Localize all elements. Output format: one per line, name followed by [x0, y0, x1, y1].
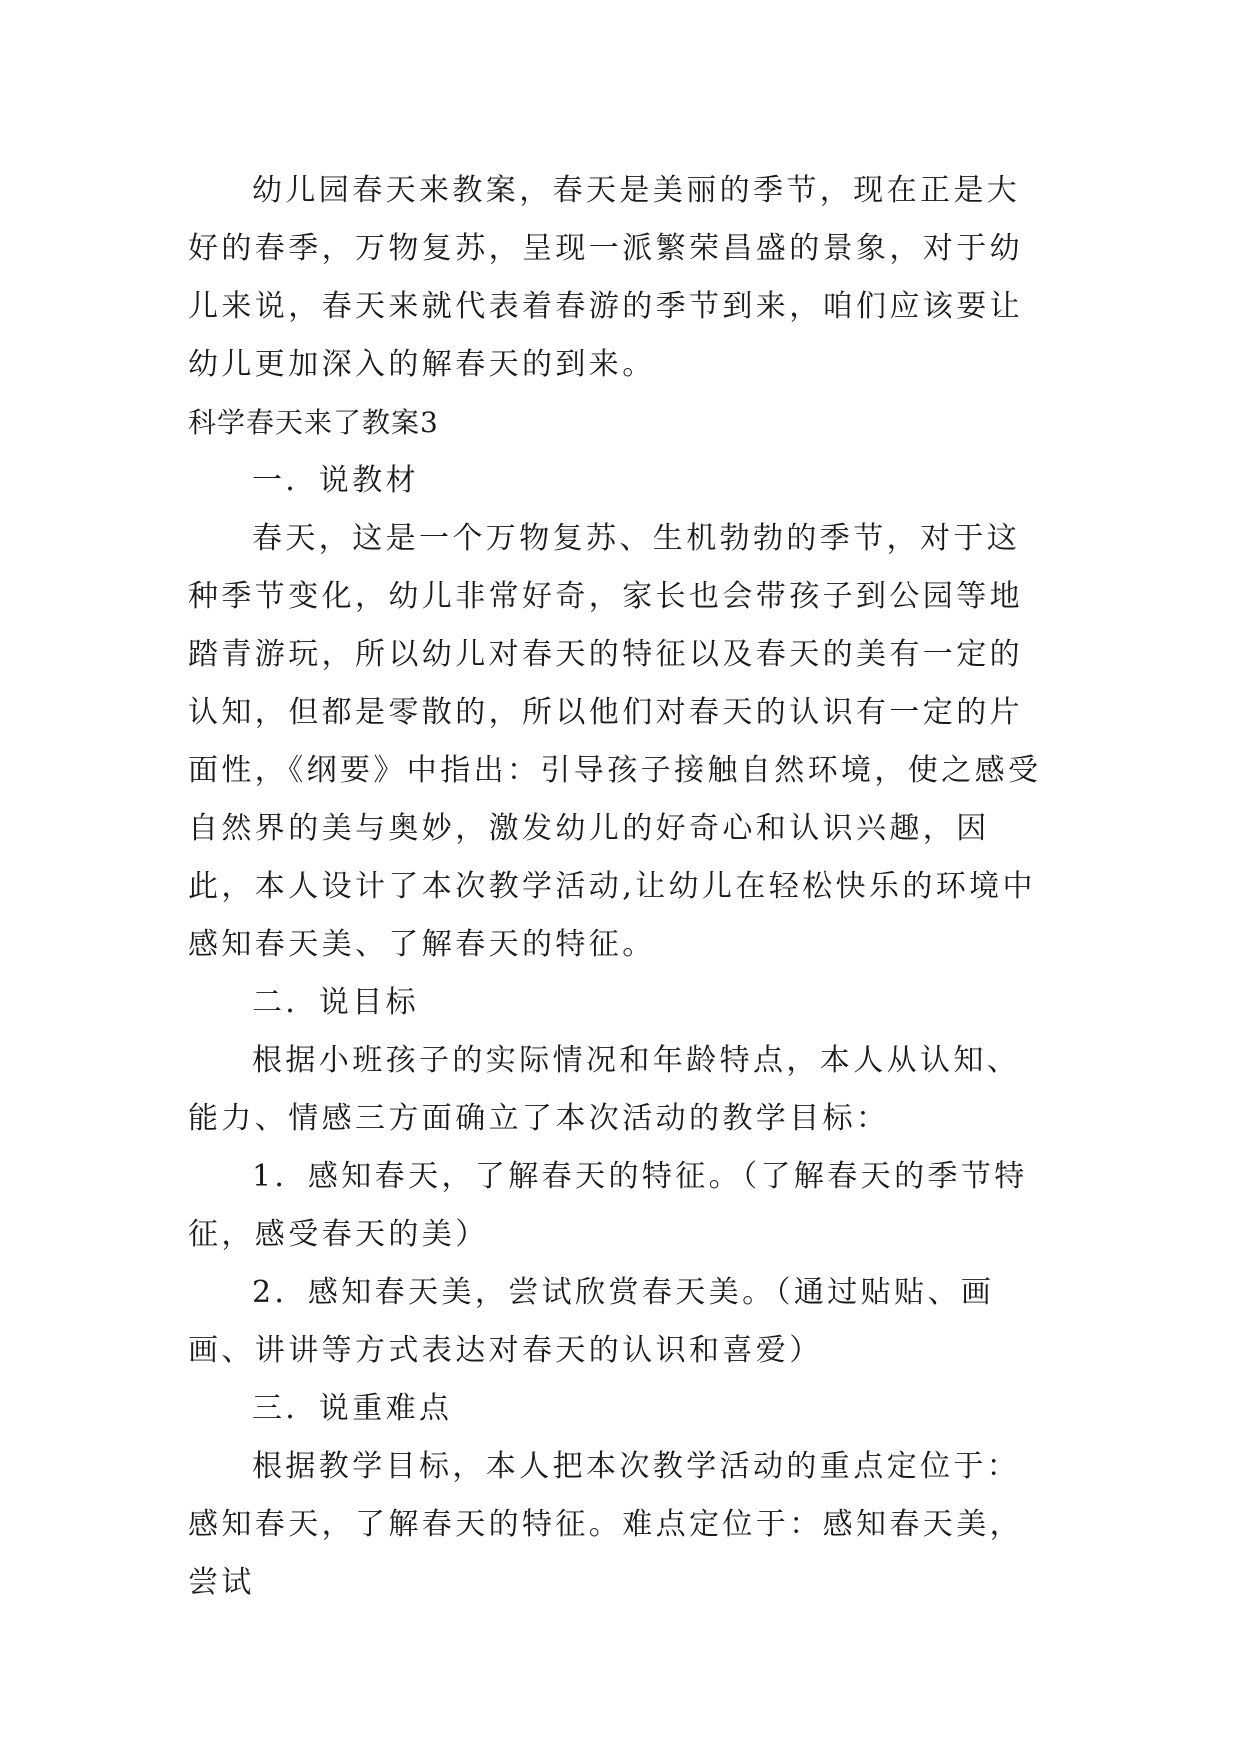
- section-title: 科学春天来了教案3: [188, 406, 439, 439]
- subheading-key-points: 三．说重难点: [252, 1391, 453, 1426]
- objective-item-2: 2．感知春天美，尝试欣赏春天美。（通过贴贴、画画、讲讲等方式表达对春天的认识和喜爱）: [188, 1275, 995, 1368]
- key-points-paragraph: 根据教学目标，本人把本次教学活动的重点定位于：感知春天，了解春天的特征。难点定位于：感知春天美，尝试: [188, 1449, 1023, 1600]
- objectives-intro-paragraph: 根据小班孩子的实际情况和年龄特点，本人从认知、能力、情感三方面确立了本次活动的教学目标：: [188, 1043, 1021, 1136]
- objective-item-1: 1．感知春天，了解春天的特征。（了解春天的季节特征，感受春天的美）: [188, 1159, 1028, 1252]
- intro-paragraph: 幼儿园春天来教案，春天是美丽的季节，现在正是大好的春季，万物复苏，呈现一派繁荣昌盛的景象，对于幼儿来说，春天来就代表着春游的季节到来，咱们应该要让幼儿更加深入的解春天的到来。: [188, 173, 1023, 382]
- teaching-material-paragraph: 春天，这是一个万物复苏、生机勃勃的季节，对于这种季节变化，幼儿非常好奇，家长也会带孩子到公园等地踏青游玩，所以幼儿对春天的特征以及春天的美有一定的认知，但都是零散的，所以他们对春天的认识有一定的片面性，《纲要》中指出：引导孩子接触自然环境，使之感受自然界的美与奥妙，激发幼儿的好奇心和认识兴趣，因此，本人设计了本次教学活动,让幼儿在轻松快乐的环境中感知春天美、了解春天的特征。: [188, 521, 1042, 962]
- subheading-teaching-material: 一．说教材: [252, 463, 419, 498]
- subheading-objectives: 二．说目标: [252, 985, 419, 1020]
- document-body: [188, 162, 1053, 1612]
